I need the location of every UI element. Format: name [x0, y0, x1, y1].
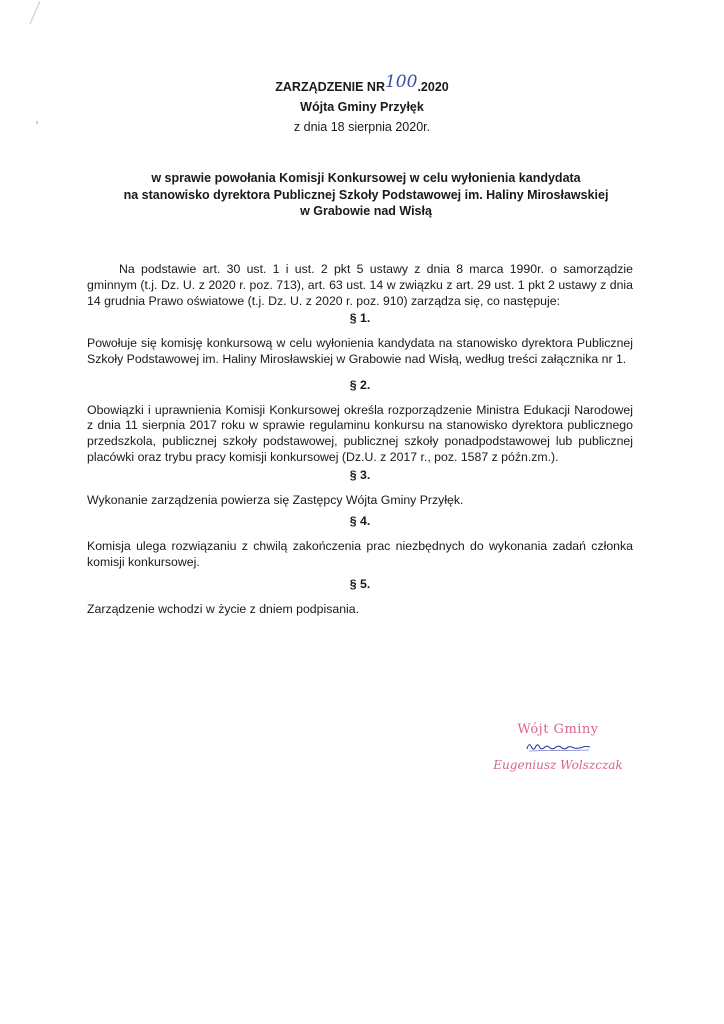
handwritten-signature: [478, 739, 638, 756]
section-mark: § 4.: [349, 514, 371, 529]
subject-line: w Grabowie nad Wisłą: [300, 204, 432, 218]
section-mark: § 5.: [349, 576, 371, 591]
section-text: Powołuje się komisję konkursową w celu wyłonienia kandydata na stanowisko dyrektora Publicznej Szkoły Podstawowej im. Haliny Mirosławskiej w Grabowie nad Wisłą, według treści załącznika nr 1.: [87, 336, 633, 366]
document-subject: [80, 170, 652, 220]
signature-stamp: [478, 722, 638, 772]
scan-artifact-line: [28, 0, 42, 26]
date-line: z dnia 18 sierpnia 2020r.: [293, 120, 431, 134]
title-suffix: .2020: [417, 80, 449, 94]
handwritten-number: 100: [384, 72, 418, 92]
subject-line: na stanowisko dyrektora Publicznej Szkoły Podstawowej im. Haliny Mirosławskiej: [123, 187, 609, 202]
section-text: Zarządzenie wchodzi w życie z dniem podpisania.: [87, 601, 360, 616]
section-text: Wykonanie zarządzenia powierza się Zastępcy Wójta Gminy Przyłęk.: [87, 492, 464, 507]
section-mark: § 1.: [349, 311, 371, 326]
legal-basis-paragraph: Na podstawie art. 30 ust. 1 i ust. 2 pkt 5 ustawy z dnia 8 marca 1990r. o samorządzie gminnym (t.j. Dz. U. z 2020 r. poz. 713), art. 63 ust. 14 w związku z art. 29 ust. 1 pkt 2 ustawy z dnia 14 grudnia Prawo oświatowe (t.j. Dz. U. z 2020 r. poz. 910) zarządza się, co następuje:: [87, 262, 633, 308]
title-prefix: ZARZĄDZENIE NR: [275, 80, 385, 94]
stamp-name: Eugeniusz Wolszczak: [493, 758, 623, 772]
section-text: Komisja ulega rozwiązaniu z chwilą zakończenia prac niezbędnych do wykonania zadań członka komisji konkursowej.: [87, 539, 633, 569]
section-mark: § 2.: [349, 377, 371, 392]
document-title: [0, 72, 724, 97]
subject-line: w sprawie powołania Komisji Konkursowej w celu wyłonienia kandydata: [151, 171, 581, 185]
document-body: [87, 262, 633, 617]
stamp-title: Wójt Gminy: [517, 722, 599, 737]
section-text: Obowiązki i uprawnienia Komisji Konkursowej określa rozporządzenie Ministra Edukacji Narodowej z dnia 11 sierpnia 2017 roku w sprawie regulaminu konkursu na stanowisko dyrektora publicznego przedszkola, publicznej szkoły podstawowej, publicznej szkoły ponadpodstawowej lub publicznej placówki oraz trybu pracy komisji konkursowej (Dz.U. z 2017 r., poz. 1587 z późn.zm.).: [87, 402, 633, 464]
signature-scribble: [523, 739, 593, 753]
document-header: [0, 72, 724, 137]
section-mark: § 3.: [349, 467, 371, 482]
issuer-line: Wójta Gminy Przyłęk: [300, 100, 424, 114]
